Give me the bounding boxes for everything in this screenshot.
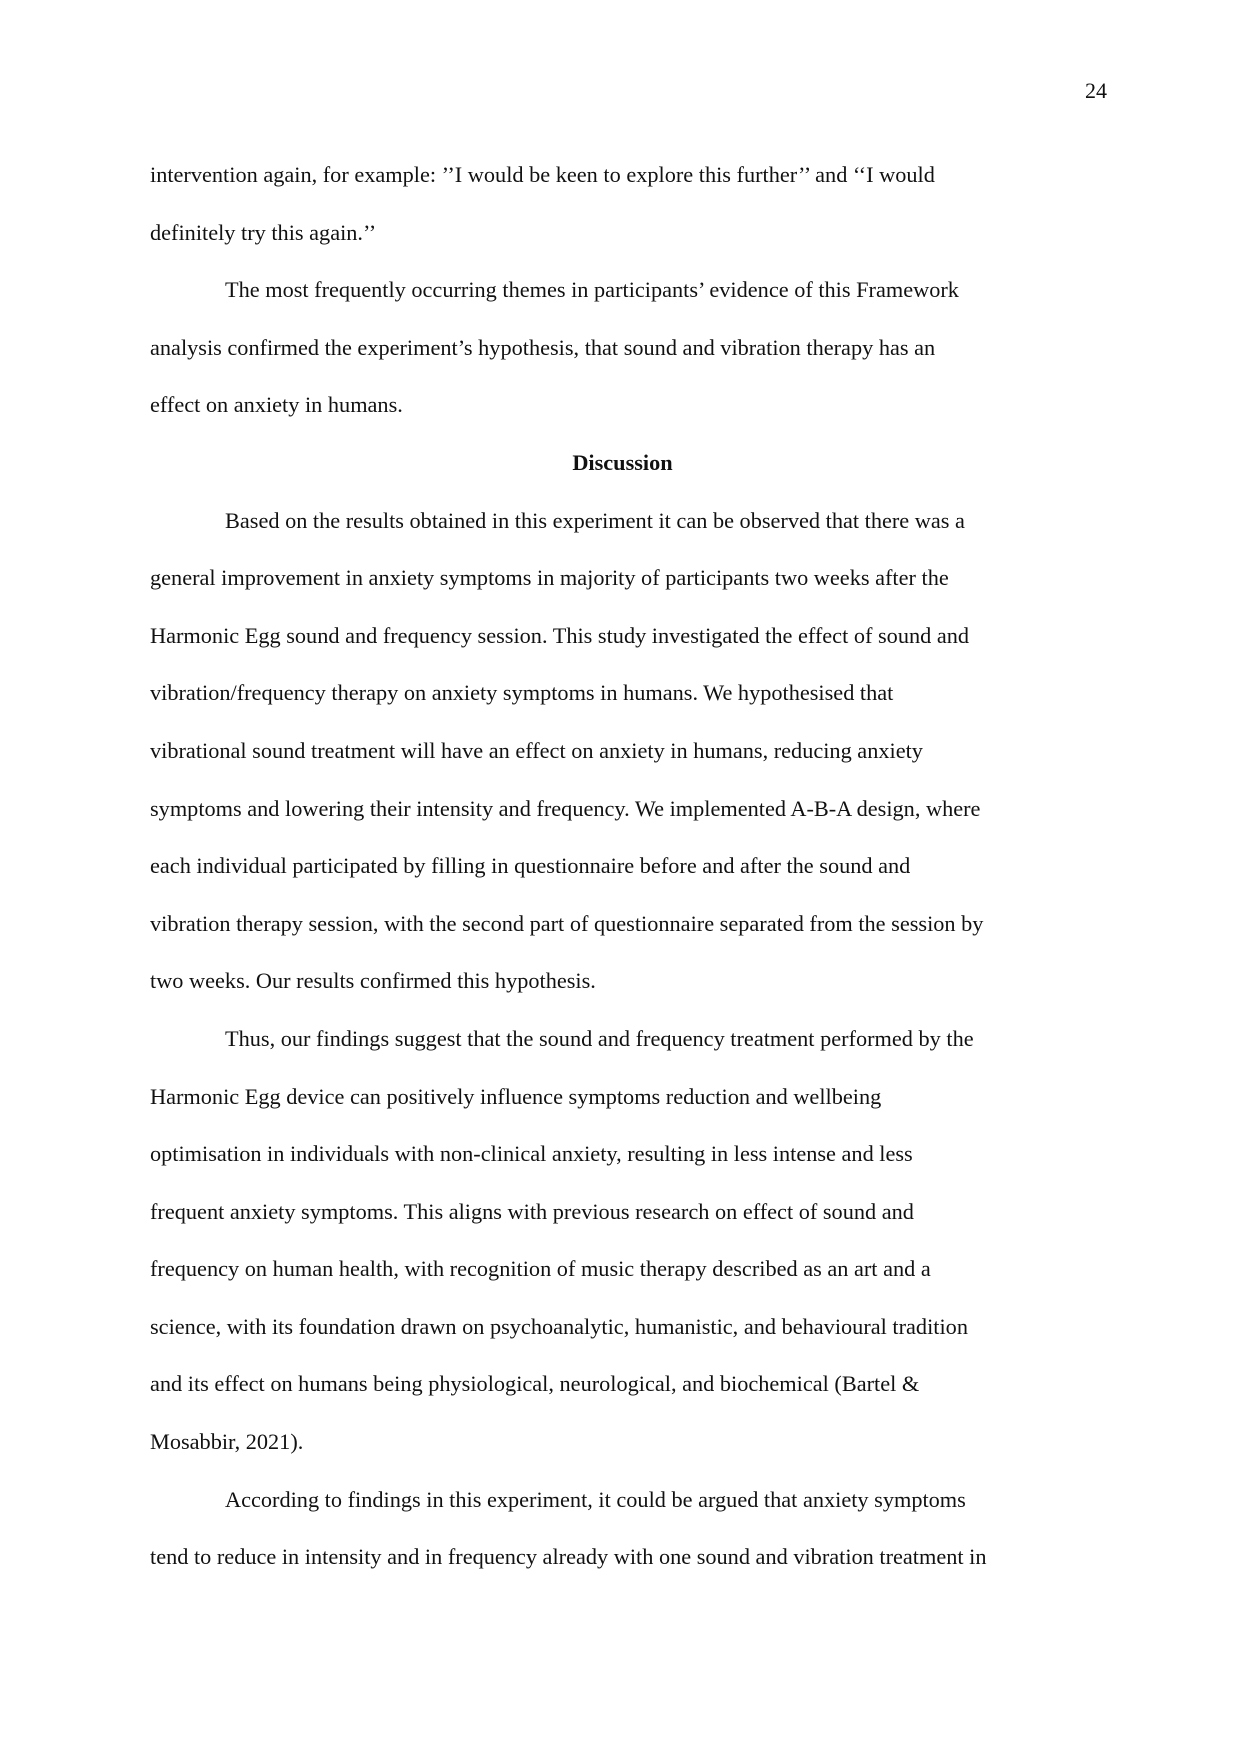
body-text — [150, 146, 1095, 1586]
page-number: 24 — [1085, 78, 1107, 103]
paragraph-start-line: Based on the results obtained in this experiment it can be observed that there was a — [225, 507, 965, 533]
text-line: symptoms and lowering their intensity and frequency. We implemented A-B-A design, where — [150, 795, 981, 821]
text-line: Mosabbir, 2021). — [150, 1429, 304, 1455]
text-line: general improvement in anxiety symptoms in majority of participants two weeks after the — [150, 565, 949, 591]
text-line: each individual participated by filling in questionnaire before and after the sound and — [150, 853, 911, 879]
text-line: Harmonic Egg sound and frequency session. This study investigated the effect of sound and — [150, 622, 970, 648]
text-line: definitely try this again.’’ — [150, 219, 377, 245]
paragraph-start-line: The most frequently occurring themes in participants’ evidence of this Framework — [225, 277, 959, 303]
text-line: frequent anxiety symptoms. This aligns with previous research on effect of sound and — [150, 1198, 914, 1224]
text-line: and its effect on humans being physiological, neurological, and biochemical (Bartel & — [150, 1371, 920, 1397]
text-line: Harmonic Egg device can positively influence symptoms reduction and wellbeing — [150, 1083, 882, 1109]
text-line: analysis confirmed the experiment’s hypothesis, that sound and vibration therapy has an — [150, 334, 936, 360]
paragraph-start-line: Thus, our findings suggest that the sound and frequency treatment performed by the — [225, 1025, 974, 1051]
text-line: two weeks. Our results confirmed this hypothesis. — [150, 968, 596, 994]
text-line: vibrational sound treatment will have an effect on anxiety in humans, reducing anxiety — [150, 737, 923, 763]
section-heading: Discussion — [572, 449, 673, 475]
text-line: vibration therapy session, with the second part of questionnaire separated from the session by — [150, 910, 984, 936]
text-line: intervention again, for example: ’’I would be keen to explore this further’’ and ‘‘I would — [150, 162, 935, 187]
paragraph-start-line: According to findings in this experiment, it could be argued that anxiety symptoms — [225, 1486, 966, 1512]
text-line: effect on anxiety in humans. — [150, 392, 403, 418]
text-line: frequency on human health, with recognition of music therapy described as an art and a — [150, 1256, 931, 1282]
text-line: tend to reduce in intensity and in frequency already with one sound and vibration treatment in — [150, 1544, 987, 1570]
text-line: vibration/frequency therapy on anxiety symptoms in humans. We hypothesised that — [150, 680, 894, 706]
text-line: science, with its foundation drawn on psychoanalytic, humanistic, and behavioural tradition — [150, 1313, 968, 1339]
text-line: optimisation in individuals with non-clinical anxiety, resulting in less intense and less — [150, 1141, 913, 1167]
